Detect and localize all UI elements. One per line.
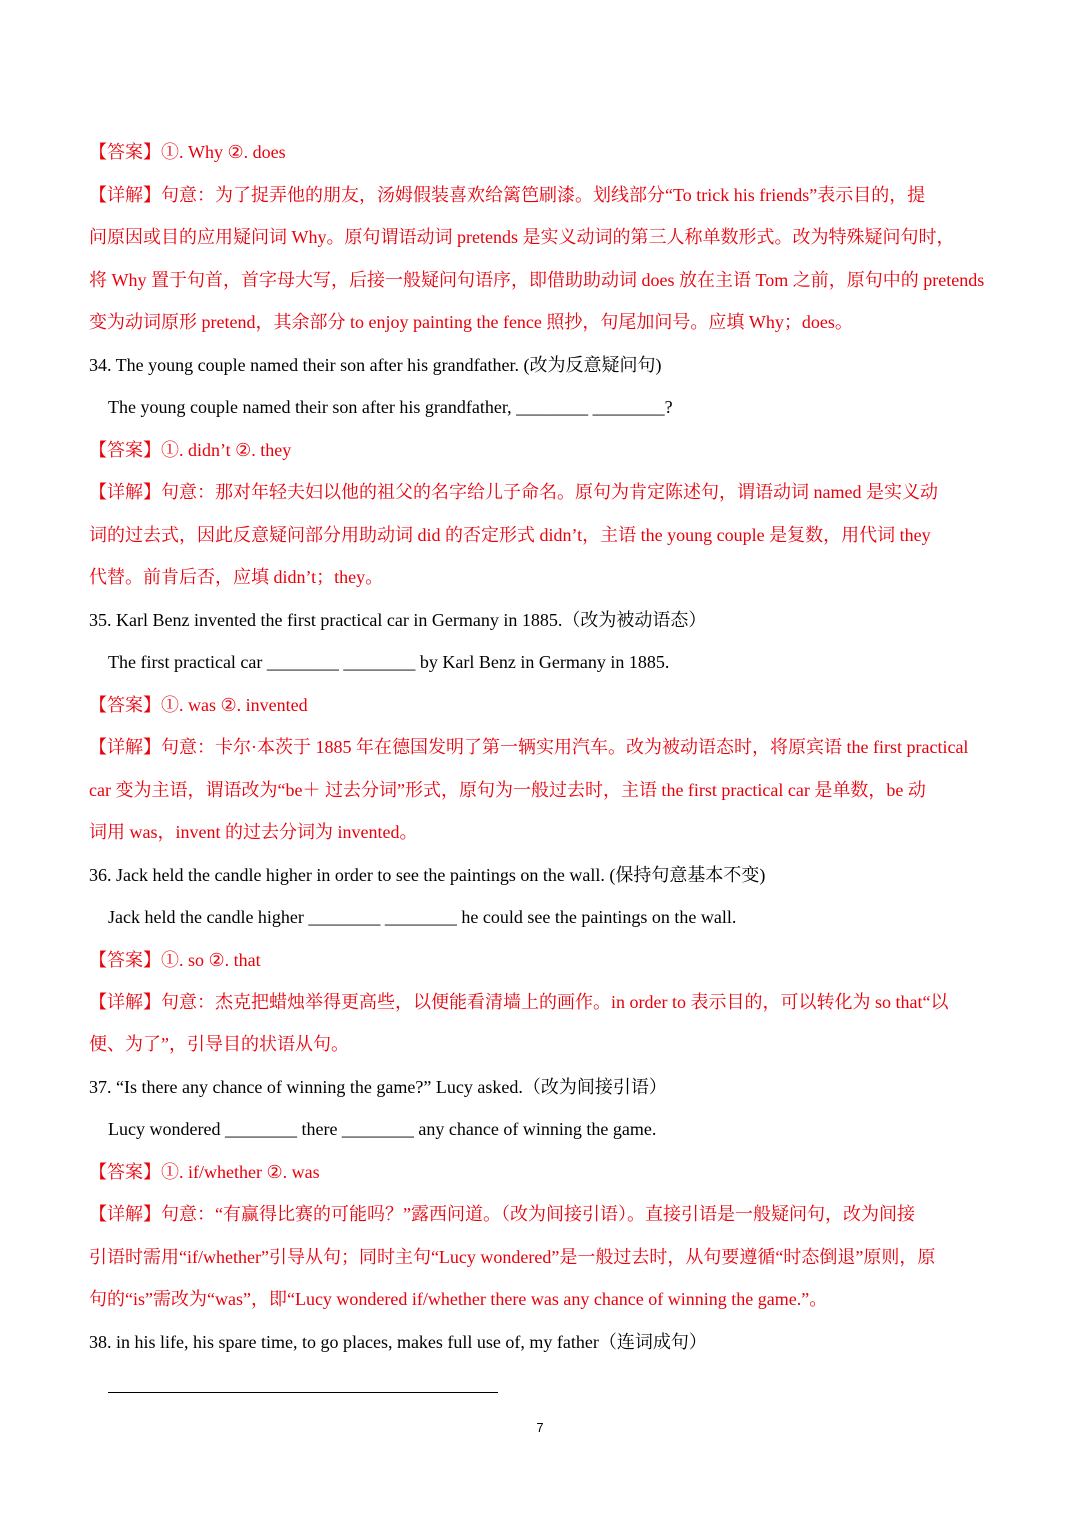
sentence-37-blank: Lucy wondered ________ there ________ any chance of winning the game. [108,1119,657,1139]
explanation-35-line1: 【详解】句意：卡尔·本茨于 1885 年在德国发明了第一辆实用汽车。改为被动语态时，将原宾语 the first practical [89,737,969,757]
explanation-37-line1: 【详解】句意：“有赢得比赛的可能吗？”露西问道。（改为间接引语）。直接引语是一般疑问句，改为间接 [89,1204,915,1224]
explanation-37-line2: 引语时需用“if/whether”引导从句；同时主句“Lucy wondered”是一般过去时，从句要遵循“时态倒退”原则，原 [89,1247,936,1267]
explanation-37-line3: 句的“is”需改为“was”，即“Lucy wondered if/whether there was any chance of winning the game.”。 [89,1289,828,1309]
page-number: 7 [536,1420,544,1435]
explanation-36-line2: 便、为了”，引导目的状语从句。 [89,1034,349,1054]
explanation-35-line3: 词用 was，invent 的过去分词为 invented。 [89,822,418,842]
answer-33: 【答案】①. Why ②. does [89,142,286,162]
explanation-33-line2: 问原因或目的应用疑问词 Why。原句谓语动词 pretends 是实义动词的第三人称单数形式。改为特殊疑问句时， [89,227,955,247]
explanation-34-line2: 词的过去式，因此反意疑问部分用助动词 did 的否定形式 didn’t，主语 the young couple 是复数，用代词 they [89,525,931,545]
explanation-36-line1: 【详解】句意：杰克把蜡烛举得更高些，以便能看清墙上的画作。in order to 表示目的，可以转化为 so that“以 [89,992,949,1012]
question-37: 37. “Is there any chance of winning the game?” Lucy asked.（改为间接引语） [89,1077,667,1097]
sentence-36-blank: Jack held the candle higher ________ ________ he could see the paintings on the wall. [108,907,737,927]
explanation-33-line3: 将 Why 置于句首，首字母大写，后接一般疑问句语序，即借助助动词 does 放在主语 Tom 之前，原句中的 pretends [89,270,985,290]
question-35: 35. Karl Benz invented the first practical car in Germany in 1885.（改为被动语态） [89,610,707,630]
answer-35: 【答案】①. was ②. invented [89,695,308,715]
question-34: 34. The young couple named their son after his grandfather. (改为反意疑问句) [89,355,662,375]
explanation-34-line1: 【详解】句意：那对年轻夫妇以他的祖父的名字给儿子命名。原句为肯定陈述句，谓语动词 named 是实义动 [89,482,938,502]
answer-36: 【答案】①. so ②. that [89,950,261,970]
question-38: 38. in his life, his spare time, to go places, makes full use of, my father（连词成句） [89,1332,707,1352]
answer-37: 【答案】①. if/whether ②. was [89,1162,320,1182]
explanation-33-line4: 变为动词原形 pretend，其余部分 to enjoy painting the fence 照抄，句尾加问号。应填 Why；does。 [89,312,853,332]
answer-34: 【答案】①. didn’t ②. they [89,440,292,460]
question-36: 36. Jack held the candle higher in order to see the paintings on the wall. (保持句意基本不变) [89,865,766,885]
answer-line [108,1392,498,1393]
explanation-33-line1: 【详解】句意：为了捉弄他的朋友，汤姆假装喜欢给篱笆刷漆。划线部分“To trick his friends”表示目的，提 [89,185,926,205]
explanation-34-line3: 代替。前肯后否，应填 didn’t；they。 [89,567,384,587]
sentence-35-blank: The first practical car ________ ________ by Karl Benz in Germany in 1885. [108,652,670,672]
sentence-34-blank: The young couple named their son after his grandfather, ________ ________? [108,397,673,417]
explanation-35-line2: car 变为主语，谓语改为“be＋ 过去分词”形式，原句为一般过去时，主语 the first practical car 是单数，be 动 [89,780,926,800]
